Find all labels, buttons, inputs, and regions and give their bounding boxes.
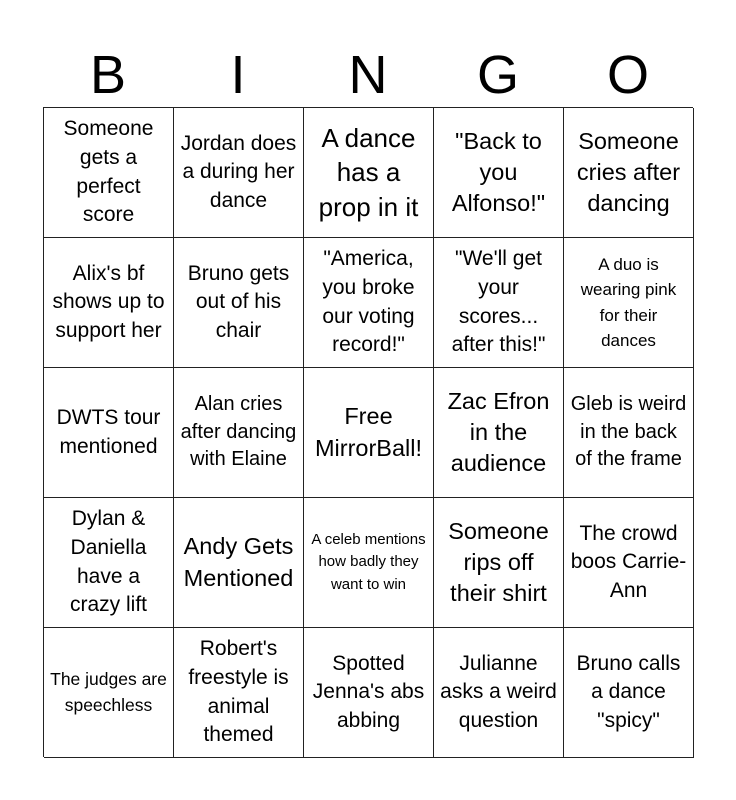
- cell-text: A celeb mentions how badly they want to win: [311, 530, 426, 593]
- bingo-cell[interactable]: [304, 368, 434, 498]
- bingo-cell[interactable]: [174, 498, 304, 628]
- cell-text: Free MirrorBall!: [314, 403, 423, 461]
- header-letter-g: G: [476, 45, 519, 105]
- cell-text: Someone gets a perfect score: [63, 117, 154, 227]
- bingo-cell[interactable]: [174, 108, 304, 238]
- bingo-cell[interactable]: [44, 498, 174, 628]
- cell-text: Zac Efron in the audience: [447, 387, 550, 477]
- bingo-cell[interactable]: [434, 368, 564, 498]
- bingo-cell[interactable]: [564, 108, 694, 238]
- bingo-cell[interactable]: [174, 368, 304, 498]
- header-letter-i: I: [230, 45, 246, 105]
- cell-text: Jordan does a during her dance: [180, 131, 297, 212]
- cell-text: A dance has a prop in it: [318, 123, 419, 222]
- cell-text: Spotted Jenna's abs abbing: [312, 651, 425, 732]
- cell-text: DWTS tour mentioned: [56, 405, 161, 458]
- bingo-cell[interactable]: [434, 108, 564, 238]
- bingo-cell[interactable]: [304, 498, 434, 628]
- cell-text: "Back to you Alfonso!": [451, 127, 546, 217]
- cell-text: Someone cries after dancing: [576, 127, 681, 217]
- cell-text: "We'll get your scores... after this!": [451, 247, 546, 357]
- cell-text: Julianne asks a weird question: [440, 651, 557, 732]
- bingo-cell[interactable]: [564, 498, 694, 628]
- bingo-cell[interactable]: [174, 628, 304, 758]
- bingo-cell[interactable]: [434, 238, 564, 368]
- cell-text: Bruno gets out of his chair: [187, 261, 290, 342]
- cell-text: Gleb is weird in the back of the frame: [570, 393, 687, 471]
- bingo-cell[interactable]: [434, 628, 564, 758]
- header-letter-b: B: [89, 45, 127, 105]
- bingo-cell[interactable]: [44, 368, 174, 498]
- cell-text: The judges are speechless: [50, 668, 167, 715]
- bingo-cell[interactable]: [304, 628, 434, 758]
- cell-text: Robert's freestyle is animal themed: [188, 637, 289, 747]
- bingo-cell[interactable]: [44, 628, 174, 758]
- cell-text: A duo is wearing pink for their dances: [580, 254, 677, 350]
- bingo-cell[interactable]: [44, 108, 174, 238]
- cell-text: Dylan & Daniella have a crazy lift: [69, 507, 147, 617]
- cell-text: The crowd boos Carrie-Ann: [570, 521, 687, 602]
- header-letter-n: N: [348, 45, 388, 105]
- bingo-cell[interactable]: [434, 498, 564, 628]
- cell-text: Andy Gets Mentioned: [183, 533, 294, 591]
- bingo-header: [43, 44, 693, 106]
- header-letter-o: O: [606, 45, 649, 105]
- bingo-cell[interactable]: [564, 368, 694, 498]
- bingo-cell[interactable]: [564, 238, 694, 368]
- bingo-cell[interactable]: [174, 238, 304, 368]
- cell-text: "America, you broke our voting record!": [322, 247, 415, 357]
- bingo-cell[interactable]: [304, 238, 434, 368]
- bingo-board: [43, 107, 693, 757]
- cell-text: Someone rips off their shirt: [448, 517, 549, 607]
- bingo-cell[interactable]: [564, 628, 694, 758]
- cell-text: Alix's bf shows up to support her: [52, 261, 165, 342]
- bingo-cell[interactable]: [44, 238, 174, 368]
- cell-text: Alan cries after dancing with Elaine: [180, 393, 297, 471]
- cell-text: Bruno calls a dance "spicy": [576, 651, 681, 732]
- bingo-cell[interactable]: [304, 108, 434, 238]
